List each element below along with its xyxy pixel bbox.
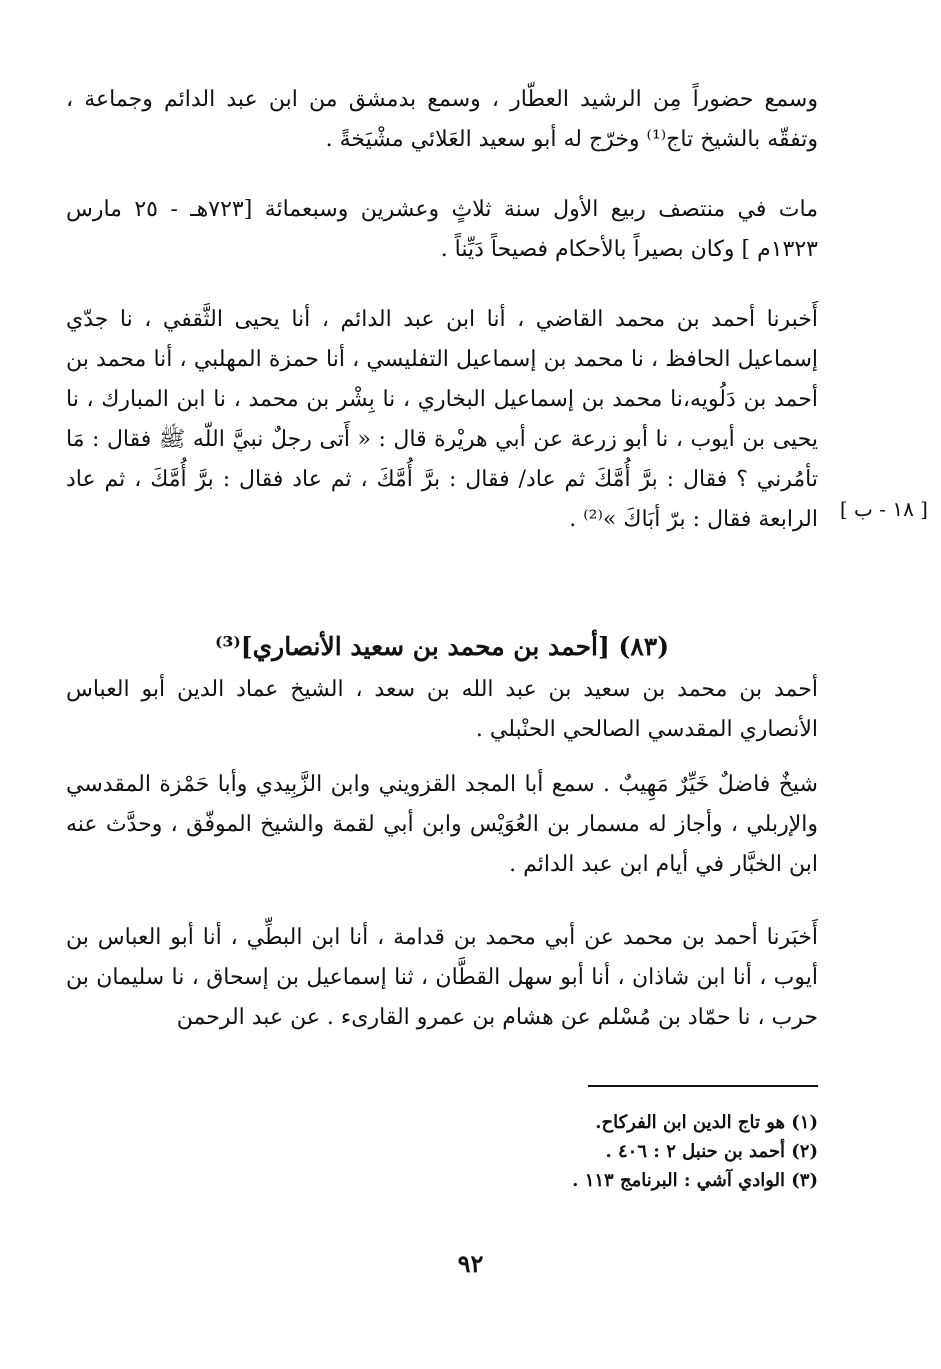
paragraph-text: أَخبَرنا أحمد بن محمد عن أبي محمد بن قدامة ، أنا ابن البطِّي ، أنا أبو العباس بن أيوب ، أنا ابن شاذان ، أنا أبو سهل القطَّان ، ثنا إسماعيل بن إسحاق ، نا سليمان بن حرب ، نا حمّاد بن مُسْلم عن هشام بن عمرو القارىء . عن عبد الرحمن bbox=[66, 925, 818, 1030]
entry-heading: (٨٣) [أحمد بن محمد بن سعيد الأنصاري]⁽³⁾ bbox=[214, 631, 670, 661]
page-number: ٩٢ bbox=[457, 1249, 484, 1278]
body-paragraph-1 bbox=[66, 80, 818, 160]
body-paragraph-6 bbox=[66, 918, 818, 1038]
footnote-item: (٣) الوادي آشي : البرنامج ١١٣ . bbox=[572, 1170, 818, 1191]
paragraph-text: وسمع حضوراً مِن الرشيد العطّار ، وسمع بدمشق من ابن عبد الدائم وجماعة ، وتفقّه بالشيخ تاج⁽¹⁾ وخرّج له أبو سعيد العَلائي مشْيَخةً . bbox=[66, 87, 818, 152]
body-paragraph-4 bbox=[66, 670, 818, 750]
manuscript-folio-marker: [ ١٨ - ب ] bbox=[839, 497, 928, 521]
paragraph-text: شيخٌ فاضلٌ خَيِّرٌ مَهِيبٌ . سمع أبا المجد القزويني وابن الزَّبِيدي وأبا حَمْزة المقدسي والإربلي ، وأجاز له مسمار بن العُوَيْس وابن أبي لقمة والشيخ الموفّق ، وحدَّث عنه ابن الخبَّار في أيام ابن عبد الدائم . bbox=[66, 772, 818, 877]
paragraph-text: أحمد بن محمد بن سعيد بن عبد الله بن سعد ، الشيخ عماد الدين أبو العباس الأنصاري المقدسي الصالحي الحنْبلي . bbox=[66, 677, 818, 742]
paragraph-text: أَخبرنا أحمد بن محمد القاضي ، أنا ابن عبد الدائم ، أنا يحيى الثَّقفي ، نا جدّي إسماعيل الحافظ ، نا محمد بن إسماعيل التفليسي ، أنا حمزة المهلبي ، أنا محمد بن أحمد بن دَلُويه،نا محمد بن إسماعيل البخاري ، نا بِشْر بن محمد ، نا ابن المبارك ، نا يحيى بن أيوب ، نا أبو زرعة عن أبي هريْرة قال : « أَتى رجلٌ نبيَّ اللّه ﷺ فقال : مَا تأمُرني ؟ فقال : برَّ أُمَّكَ ثم عاد/ فقال : برَّ أُمَّكَ ، ثم عاد فقال : برَّ أُمَّكَ ، ثم عاد الرابعة فقال : برّ أبَاكَ »⁽²⁾ . bbox=[66, 307, 818, 532]
footnote-item: (٢) أحمد بن حنبل ٢ : ٤٠٦ . bbox=[605, 1141, 818, 1162]
paragraph-text: مات في منتصف ربيع الأول سنة ثلاثٍ وعشرين وسبعمائة [٧٢٣هـ - ٢٥ مارس ١٣٢٣م ] وكان بصيراً بالأحكام فصيحاً دَيِّناً . bbox=[66, 197, 818, 262]
body-paragraph-5 bbox=[66, 765, 818, 885]
footnotes bbox=[300, 1108, 818, 1195]
body-paragraph-3 bbox=[66, 300, 818, 540]
body-paragraph-2 bbox=[66, 190, 818, 270]
footnote-item: (١) هو تاج الدين ابن الفركاح. bbox=[595, 1112, 818, 1133]
footnote-divider bbox=[588, 1085, 818, 1087]
